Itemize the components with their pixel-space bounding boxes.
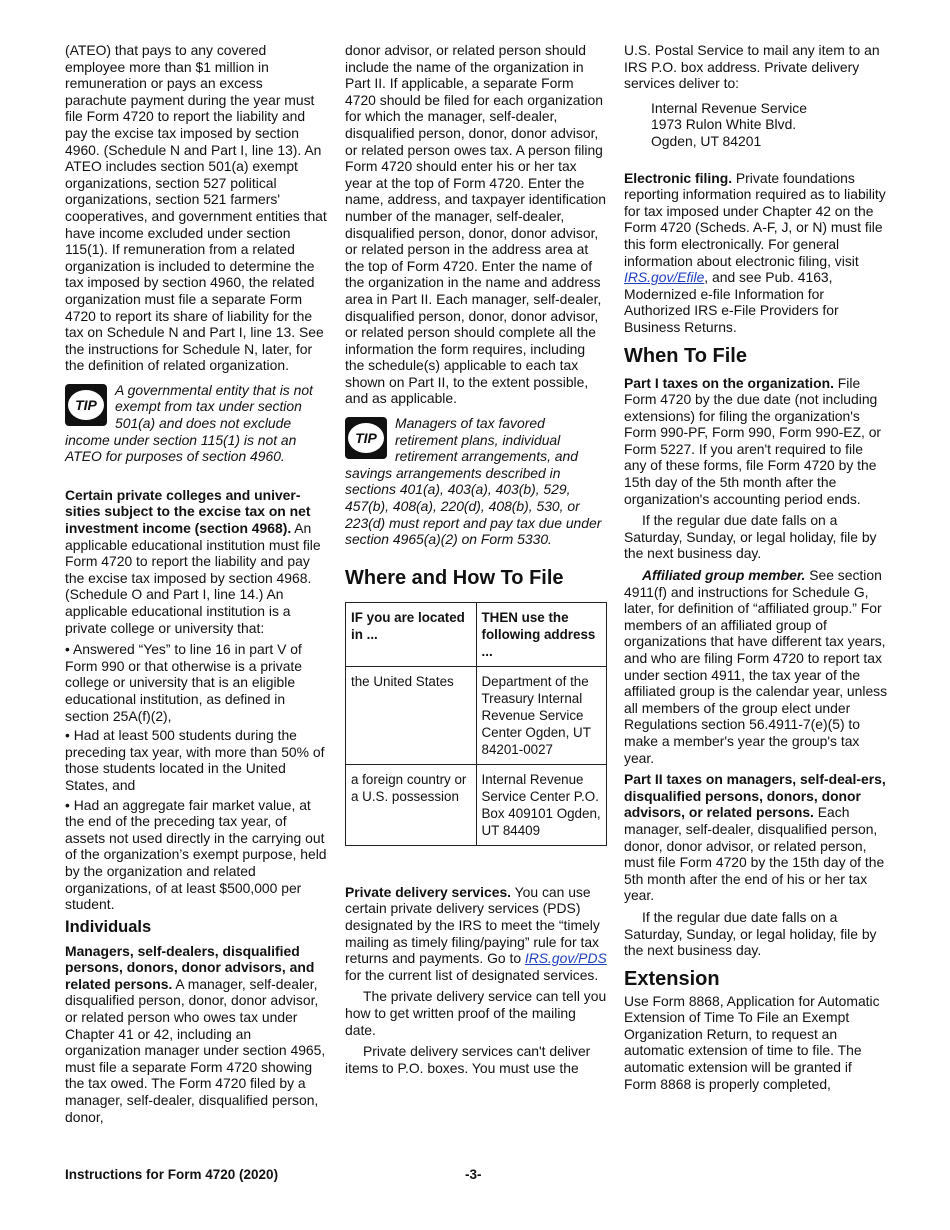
address-line: Ogden, UT 84201 [651, 132, 762, 149]
part2-paragraph: Part II taxes on managers, self-deal-ers, disqualified persons, donors, donor advisors, or related persons. Each manager, self-dealer, disqualified person, donor, donor advisor, or related person, must file Form 4720 by the 15th day of the 5th month after the end of his or her tax year. [624, 771, 886, 904]
holiday-paragraph: If the regular due date falls on a Saturday, Sunday, or legal holiday, file by the next business day. [624, 512, 877, 562]
bullet-item: • Answered “Yes” to line 16 in part V of Form 990 or that otherwise is a private college or university that is an eligible educational institution, as defined in section 25A(f)(2), [65, 641, 303, 724]
extension-paragraph: Use Form 8868, Application for Automatic Extension of Time To File an Exempt Organization Return, to request an automatic extension of time to file. The automatic extension will be granted if Form 8868 is properly completed, [624, 992, 880, 1092]
column-1 [65, 42, 327, 1130]
column-2 [345, 42, 607, 1081]
table-cell-address: Internal Revenue Service Center P.O. Box 409101 Ogden, UT 84409 [476, 764, 607, 845]
tip-retirement-plans [345, 415, 607, 548]
when-to-file-heading: When To File [624, 344, 747, 367]
irs-pds-link[interactable]: IRS.gov/PDS [524, 950, 607, 967]
part1-paragraph: Part I taxes on the organization. File Form 4720 by the due date (not including extensions) for filing the organization's Form 990-PF, Form 990, Form 990-EZ, or Form 5227. If you aren't required to file any of these forms, file Form 4720 by the 15th day of the 5th month after the organization's accounting period ends. [624, 374, 882, 507]
efile-paragraph: Electronic filing. Private foundations reporting information required as to liability for tax imposed under Chapter 42 on the Form 4720 (Scheds. A-F, J, or N) must file this form electronically. For general information about electronic filing, visit IRS.gov/Efile, and see Pub. 4163, Modernized e-file Information for Authorized IRS e-File Providers for Business Returns. [624, 169, 886, 335]
colleges-heading: Certain private colleges and univer-sities subject to the excise tax on net investment income (section 4968). [65, 486, 311, 537]
manager-filing-paragraph: donor advisor, or related person should include the name of the organization in Part II. If applicable, a separate Form 4720 should be filed for each organization for which the manager, self-dealer, disqualified person, donor, donor advisor, or related person owes tax. A person filing Form 4720 should enter his or her tax year at the top of Form 4720. Enter the name, address, and taxpayer identification number of the manager, self-dealer, disqualified person, donor, donor advisor, or related person in the address area at the top of Form 4720. Enter the name of the organization in the name and address area in Part II. Each manager, self-dealer, disqualified person, donor, donor advisor, or related person should complete all the information the form requires, including the schedule(s) applicable to each tax shown on Part II, to the extent possible, and as applicable. [345, 42, 606, 407]
tip-icon [65, 384, 107, 426]
part2-heading: Part II taxes on managers, self-deal-ers, disqualified persons, donors, donor advisors, or related persons. [624, 771, 886, 821]
part1-heading: Part I taxes on the organization. [624, 374, 834, 391]
tip-text: A governmental entity that is not exempt from tax under section 501(a) and does not exclude income under section 115(1) is not an ATEO for purposes of section 4960. [65, 381, 313, 465]
table-header-if: IF you are located in ... [346, 602, 477, 666]
affiliated-paragraph: Affiliated group member. See section 4911(f) and instructions for Schedule G, later, for definition of “affiliated group.” For members of an affiliated group of organizations that have different tax years, and who are filing Form 4720 to report tax under section 4911, the tax year of the affiliated group is the calendar year, unless all members of the group elect under Regulations section 56.4911-7(e)(5) to make a member's year the group's tax year. [624, 567, 888, 766]
table-row [346, 666, 607, 764]
tip-icon [345, 417, 387, 459]
address-line: 1973 Rulon White Blvd. [651, 116, 797, 133]
table-row [346, 764, 607, 845]
extension-heading: Extension [624, 967, 720, 990]
footer-title: Instructions for Form 4720 (2020) [65, 1167, 279, 1182]
where-how-heading: Where and How To File [345, 566, 564, 589]
table-cell-location: a foreign country or a U.S. possession [346, 764, 477, 845]
individuals-heading: Individuals [65, 917, 152, 936]
irs-address-block [651, 100, 888, 150]
managers-paragraph [65, 943, 327, 1126]
managers-heading: Managers, self-dealers, disqualified persons, donors, donor advisors, and related persons. [65, 942, 315, 992]
colleges-paragraph [65, 487, 327, 636]
pds-po-box-paragraph: Private delivery services can't deliver items to P.O. boxes. You must use the [345, 1043, 591, 1076]
column-3 [624, 42, 888, 1097]
managers-body: A manager, self-dealer, disqualified person, donor, donor advisor, or related person who owes tax under Chapter 41 or 42, including an organization manager under section 4965, must file a separate Form 4720 showing the tax owed. The Form 4720 filed by a manager, self-dealer, disqualified person, donor, [65, 975, 326, 1125]
ateo-paragraph: (ATEO) that pays to any covered employee more than $1 million in remuneration or pays an excess parachute payment during the year must file Form 4720 to report the liability and pay the excise tax imposed by section 4960. (Schedule N and Part I, line 13). An ATEO includes section 501(a) exempt organizations, section 527 political organizations, section 521 farmers' cooperatives, and government entities that have income excluded under section 115(1). If remuneration from a related organization is included to determine the tax imposed by section 4960, the related organization must file a separate Form 4720 to report its share of liability for the tax on Schedule N and Part I, line 13. See the instructions for Schedule N, later, for the definition of related organization. [65, 42, 327, 374]
tip-governmental-entity [65, 382, 327, 465]
bullet-item: • Had at least 500 students during the preceding tax year, with more than 50% of those students located in the United States, and [65, 727, 325, 793]
efile-heading: Electronic filing. [624, 169, 733, 186]
affiliated-heading: Affiliated group member. [642, 567, 806, 584]
page-number: -3- [465, 1167, 482, 1182]
table-header-then: THEN use the following address ... [476, 602, 607, 666]
pds-paragraph: Private delivery services. You can use certain private delivery services (PDS) designated by the IRS to meet the “timely mailing as timely filing/paying” rule for tax returns and payments. Go to IRS.gov/PDS for the current list of designated services. [345, 883, 607, 983]
pds-proof-paragraph: The private delivery service can tell you how to get written proof of the mailing date. [345, 988, 607, 1038]
irs-efile-link[interactable]: IRS.gov/Efile [624, 269, 705, 286]
table-cell-address: Department of the Treasury Internal Revenue Service Center Ogden, UT 84201-0027 [476, 666, 607, 764]
bullet-item: • Had an aggregate fair market value, at the end of the preceding tax year, of assets not used directly in the carrying out of the organization’s exempt purpose, held by the organization and related organizations, of at least $500,000 per student. [65, 796, 327, 913]
pds-heading: Private delivery services. [345, 883, 512, 900]
address-line: Internal Revenue Service [651, 99, 807, 116]
tip-label: TIP [75, 396, 97, 413]
tip-text: Managers of tax favored retirement plans, individual retirement arrangements, and savings arrangements described in sections 401(a), 403(a), 403(b), 529, 457(b), 408(a), 220(d), 408(b), 530, or 223(d) must report and pay tax due under section 4965(a)(2) on Form 5330. [345, 415, 602, 548]
table-cell-location: the United States [346, 666, 477, 764]
holiday-paragraph: If the regular due date falls on a Saturday, Sunday, or legal holiday, file by the next business day. [624, 908, 877, 959]
tip-label: TIP [355, 430, 377, 447]
postal-service-paragraph: U.S. Postal Service to mail any item to an IRS P.O. box address. Private delivery services deliver to: [624, 42, 880, 92]
filing-address-table [345, 602, 607, 846]
table-header-row [346, 602, 607, 666]
colleges-body: An applicable educational institution must file Form 4720 to report the liability and pay the excise tax imposed by section 4968. (Schedule O and Part I, line 14.) An applicable educational institution is a private college or university that: [65, 520, 321, 636]
